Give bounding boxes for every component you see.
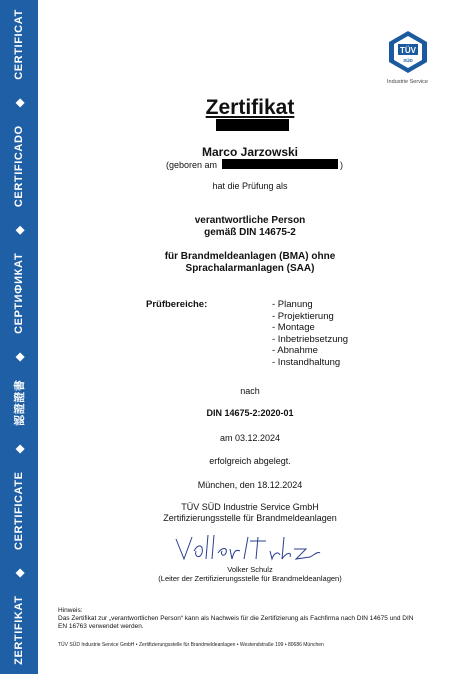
born-label: (geboren am — [166, 160, 218, 170]
footer: TÜV SÜD Industrie Service GmbH • Zertifizierungsstelle für Brandmeldeanlagen • Westendstraße 199 • 80686 München — [58, 642, 324, 648]
side-word: 認證證書 — [14, 379, 26, 426]
side-word: CERTIFICADO — [13, 125, 25, 208]
redaction-bar — [216, 119, 289, 131]
place-date: München, den 18.12.2024 — [197, 480, 303, 490]
issuer: TÜV SÜD Industrie Service GmbH — [181, 502, 319, 512]
logo-caption: Industrie Service — [387, 79, 428, 85]
side-word: CERTIFICAT — [13, 9, 25, 80]
exam-date: am 03.12.2024 — [219, 433, 281, 443]
notice-heading: Hinweis: — [58, 607, 83, 614]
signer-name: Volker Schulz — [227, 565, 273, 574]
certificate-title: Zertifikat — [205, 96, 295, 119]
role-line-1: verantwortliche Person — [194, 215, 306, 226]
logo-sub: SÜD — [403, 58, 413, 63]
diamond-icon: ◆ — [13, 225, 26, 235]
standard: DIN 14675-2:2020-01 — [206, 408, 294, 418]
areas-label: Prüfbereiche: — [146, 299, 208, 310]
diamond-icon: ◆ — [13, 568, 26, 578]
area-item: - Montage — [272, 322, 315, 334]
signer-role: (Leiter der Zertifizierungsstelle für Brandmeldeanlagen) — [158, 574, 342, 583]
area-item: - Inbetriebsetzung — [272, 333, 349, 345]
after-label: nach — [240, 386, 260, 396]
born-close: ) — [340, 160, 343, 170]
diamond-icon: ◆ — [13, 444, 26, 454]
exam-intro: hat die Prüfung als — [212, 181, 288, 191]
issuer-unit: Zertifizierungsstelle für Brandmeldeanlagen — [163, 513, 337, 523]
area-item: - Projektierung — [272, 310, 334, 322]
logo-mark: TÜV — [400, 46, 416, 55]
passed-text: erfolgreich abgelegt. — [209, 456, 291, 466]
role-line-2: gemäß DIN 14675-2 — [204, 227, 296, 238]
area-item: - Instandhaltung — [272, 356, 341, 368]
area-item: - Planung — [272, 299, 313, 310]
side-word: СЕРТИФИКАТ — [13, 252, 25, 334]
notice — [58, 607, 418, 631]
diamond-icon: ◆ — [13, 98, 26, 108]
diamond-icon: ◆ — [13, 352, 26, 362]
signature-image — [174, 531, 324, 565]
notice-text: Das Zertifikat zur „verantwortlichen Person“ kann als Nachweis für die Zertifizierung als Fachfirma nach DIN 14675 und DIN EN 16763 verwendet werden. — [58, 615, 414, 630]
areas-list — [272, 299, 348, 369]
scope-line-1: für Brandmeldeanlagen (BMA) ohne — [164, 251, 336, 262]
side-word: ZERTIFIKAT — [13, 595, 25, 665]
side-band-text — [9, 0, 29, 674]
certificate-side-band — [0, 0, 38, 674]
side-word: CERTIFICATE — [13, 471, 25, 550]
holder-name: Marco Jarzowski — [201, 145, 299, 159]
redaction-bar — [222, 159, 338, 169]
tuv-sud-logo-icon — [386, 30, 430, 74]
area-item: - Abnahme — [272, 345, 318, 357]
scope-line-2: Sprachalarmanlagen (SAA) — [185, 263, 315, 274]
